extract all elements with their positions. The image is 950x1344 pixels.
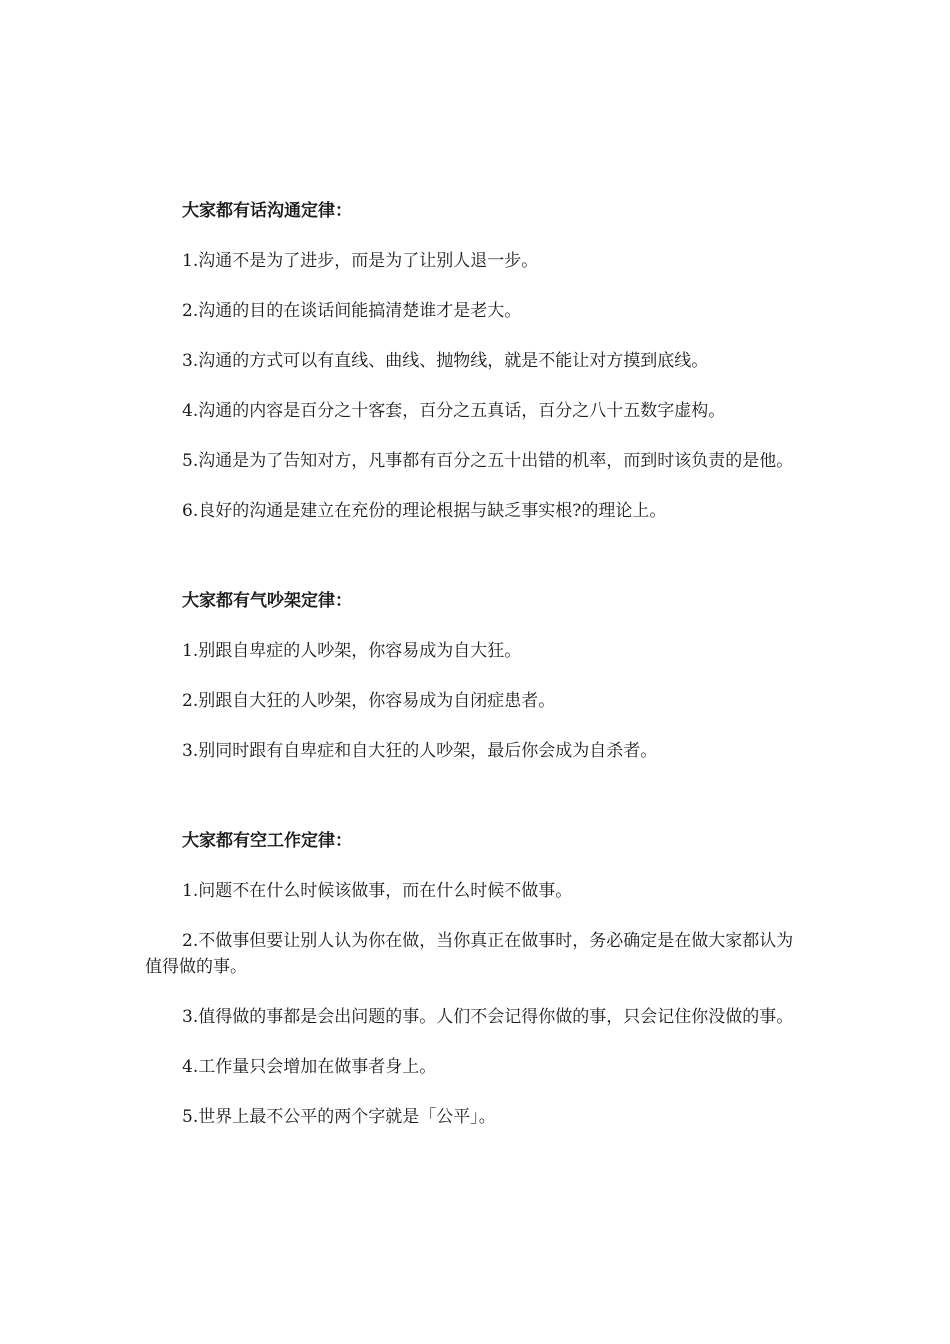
list-item: 3.别同时跟有自卑症和自大狂的人吵架，最后你会成为自杀者。 <box>182 741 658 761</box>
section-quarrel <box>145 588 809 764</box>
list-item: 1.沟通不是为了进步，而是为了让别人退一步。 <box>182 251 539 271</box>
list-item: 3.沟通的方式可以有直线、曲线、抛物线，就是不能让对方摸到底线。 <box>182 351 709 371</box>
list-item: 6.良好的沟通是建立在充份的理论根据与缺乏事实根?的理论上。 <box>182 501 667 521</box>
list-item: 2.别跟自大狂的人吵架，你容易成为自闭症患者。 <box>182 691 556 711</box>
list-item: 4.工作量只会增加在做事者身上。 <box>182 1057 437 1077</box>
section-heading: 大家都有空工作定律： <box>182 831 352 851</box>
section-work <box>145 828 809 1130</box>
document-body <box>145 198 809 1130</box>
list-item: 3.值得做的事都是会出问题的事。人们不会记得你做的事，只会记住你没做的事。 <box>182 1007 794 1027</box>
section-heading: 大家都有气吵架定律： <box>182 591 352 611</box>
list-item: 1.别跟自卑症的人吵架，你容易成为自大狂。 <box>182 641 522 661</box>
list-item: 5.世界上最不公平的两个字就是「公平」。 <box>182 1107 496 1127</box>
list-item: 2.沟通的目的在谈话间能搞清楚谁才是老大。 <box>182 301 522 321</box>
list-item: 5.沟通是为了告知对方，凡事都有百分之五十出错的机率，而到时该负责的是他。 <box>182 451 794 471</box>
section-heading: 大家都有话沟通定律： <box>182 201 352 221</box>
section-communication <box>145 198 809 524</box>
list-item: 4.沟通的内容是百分之十客套，百分之五真话，百分之八十五数字虚构。 <box>182 401 726 421</box>
list-item: 2.不做事但要让别人认为你在做，当你真正在做事时，务必确定是在做大家都认为值得做的事。 <box>145 931 794 977</box>
list-item: 1.问题不在什么时候该做事，而在什么时候不做事。 <box>182 881 573 901</box>
